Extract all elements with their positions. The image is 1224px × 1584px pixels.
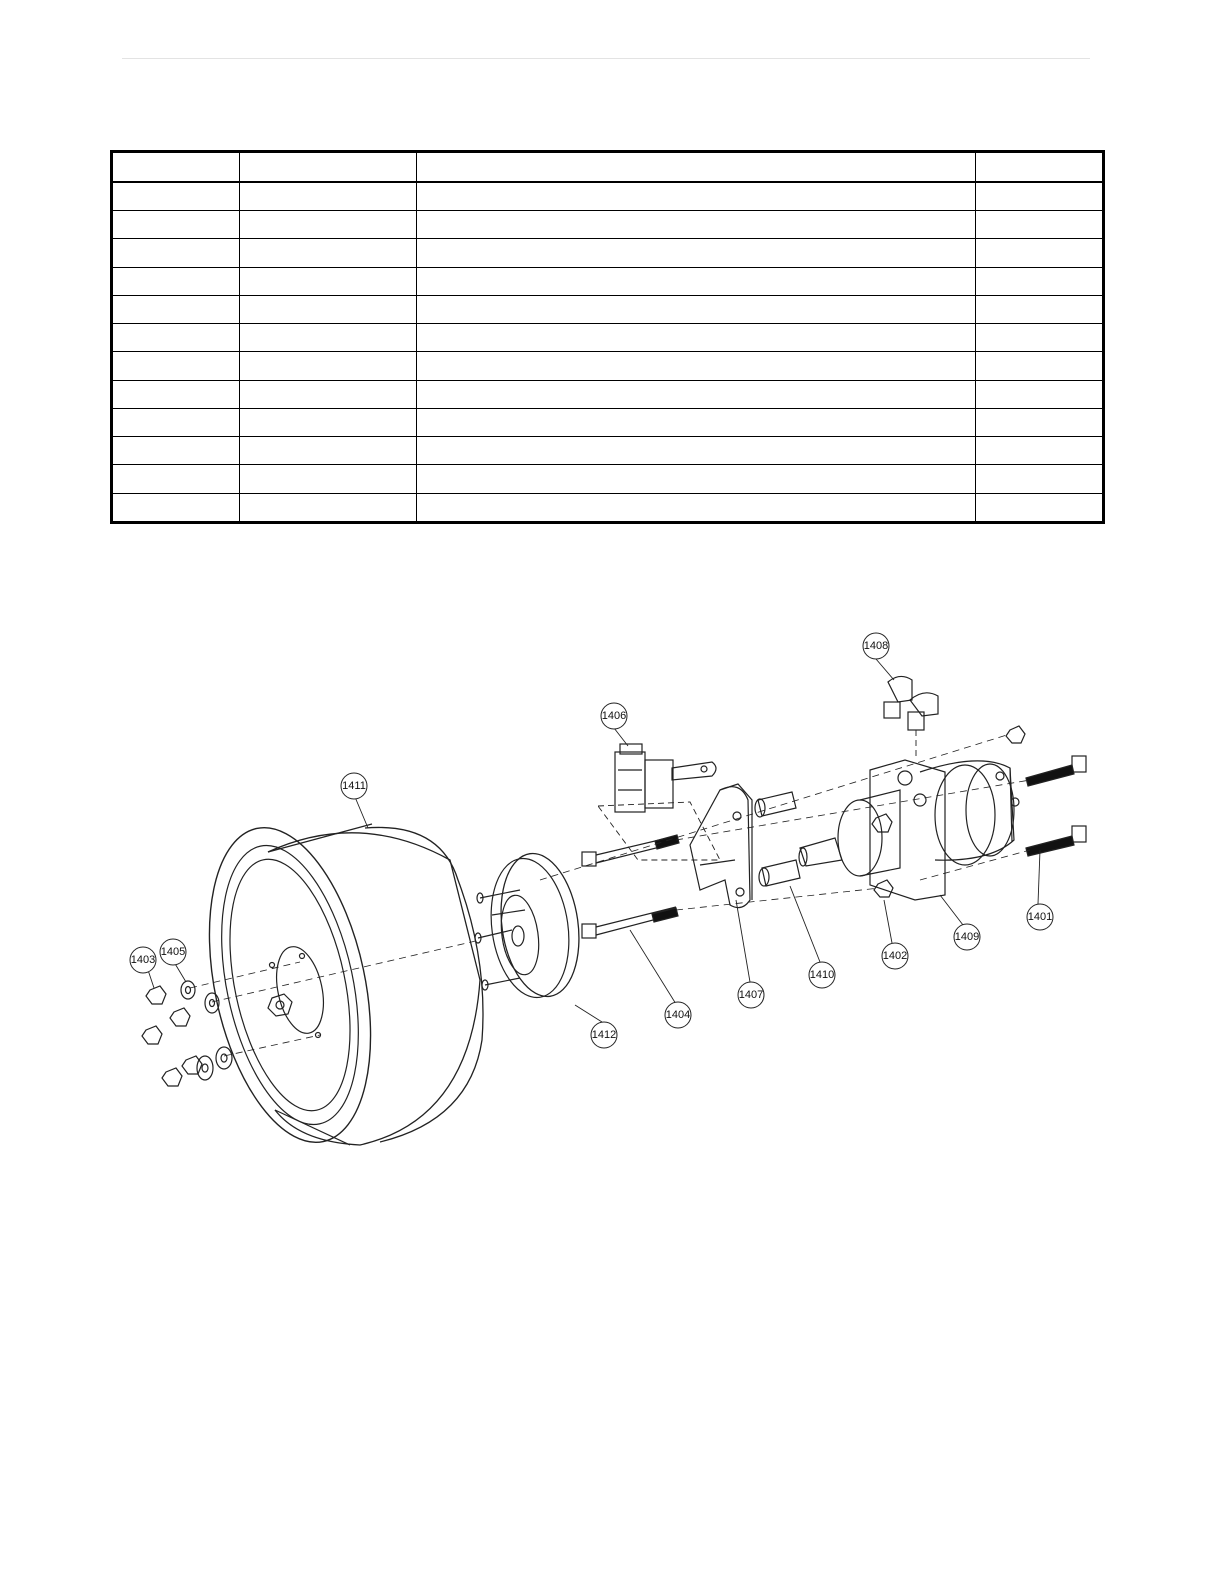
table-cell	[240, 239, 417, 267]
table-cell	[112, 182, 240, 211]
callout-label-1404: 1404	[665, 1009, 691, 1021]
assembly-axes	[190, 734, 1030, 1056]
table-cell	[417, 437, 976, 465]
table-cell	[112, 408, 240, 436]
caliper-bracket	[690, 784, 752, 908]
table-cell	[417, 324, 976, 352]
nuts-washers-left	[142, 981, 232, 1086]
table-cell	[240, 352, 417, 380]
table-header-row	[112, 152, 1104, 183]
table-cell	[417, 493, 976, 522]
table-cell	[976, 295, 1104, 323]
callout-label-1406: 1406	[601, 710, 627, 722]
table-cell	[417, 239, 976, 267]
table-cell	[976, 267, 1104, 295]
table-row	[112, 493, 1104, 522]
table-cell	[240, 211, 417, 239]
callout-label-1403: 1403	[130, 954, 156, 966]
callout-label-1410: 1410	[809, 969, 835, 981]
callout-label-1408: 1408	[863, 640, 889, 652]
hub-disc	[475, 848, 588, 1002]
table-cell	[112, 380, 240, 408]
table-cell	[417, 182, 976, 211]
table-cell	[417, 380, 976, 408]
table-cell	[417, 211, 976, 239]
table-cell	[417, 267, 976, 295]
callout-label-1412: 1412	[591, 1029, 617, 1041]
table-cell	[976, 380, 1104, 408]
callout-label-1401: 1401	[1027, 911, 1053, 923]
table-cell	[112, 437, 240, 465]
table-cell	[417, 295, 976, 323]
table-cell	[240, 324, 417, 352]
table-cell	[240, 465, 417, 493]
callout-label-1407: 1407	[738, 989, 764, 1001]
leader-lines	[148, 659, 1040, 1022]
table-row	[112, 380, 1104, 408]
table-cell	[112, 465, 240, 493]
table-cell	[417, 352, 976, 380]
table-row	[112, 352, 1104, 380]
table-cell	[240, 437, 417, 465]
header-item	[112, 152, 240, 183]
table-cell	[240, 267, 417, 295]
table-cell	[976, 408, 1104, 436]
table-cell	[112, 493, 240, 522]
callout-label-1405: 1405	[160, 946, 186, 958]
table-cell	[112, 239, 240, 267]
elbow-fittings	[884, 676, 938, 760]
table-cell	[976, 493, 1104, 522]
table-cell	[240, 182, 417, 211]
table-cell	[417, 408, 976, 436]
table-cell	[240, 380, 417, 408]
table-row	[112, 267, 1104, 295]
table-row	[112, 324, 1104, 352]
right-bolts-nuts	[874, 726, 1086, 897]
table-cell	[240, 408, 417, 436]
table-row	[112, 182, 1104, 211]
table-cell	[112, 267, 240, 295]
table-row	[112, 211, 1104, 239]
callout-label-1411: 1411	[342, 780, 366, 792]
header-part-number	[240, 152, 417, 183]
table-row	[112, 239, 1104, 267]
table-cell	[976, 437, 1104, 465]
hydraulic-motor	[799, 760, 1019, 900]
table-row	[112, 465, 1104, 493]
table-row	[112, 437, 1104, 465]
table-cell	[976, 182, 1104, 211]
wheel	[183, 813, 483, 1157]
spacers	[755, 792, 800, 886]
table-cell	[417, 465, 976, 493]
table-cell	[976, 239, 1104, 267]
callout-label-1409: 1409	[954, 931, 980, 943]
table-cell	[112, 211, 240, 239]
table-cell	[976, 211, 1104, 239]
table-cell	[240, 295, 417, 323]
parts-table	[110, 150, 1105, 524]
table-cell	[976, 352, 1104, 380]
header-rule	[122, 58, 1090, 59]
table-cell	[240, 493, 417, 522]
table-cell	[112, 352, 240, 380]
table-row	[112, 408, 1104, 436]
table-cell	[976, 324, 1104, 352]
table-cell	[976, 465, 1104, 493]
callout-label-1402: 1402	[882, 950, 908, 962]
table-cell	[112, 295, 240, 323]
header-quantity	[976, 152, 1104, 183]
header-description	[417, 152, 976, 183]
exploded-assembly-drawing	[0, 600, 1224, 1200]
table-row	[112, 295, 1104, 323]
table-cell	[112, 324, 240, 352]
